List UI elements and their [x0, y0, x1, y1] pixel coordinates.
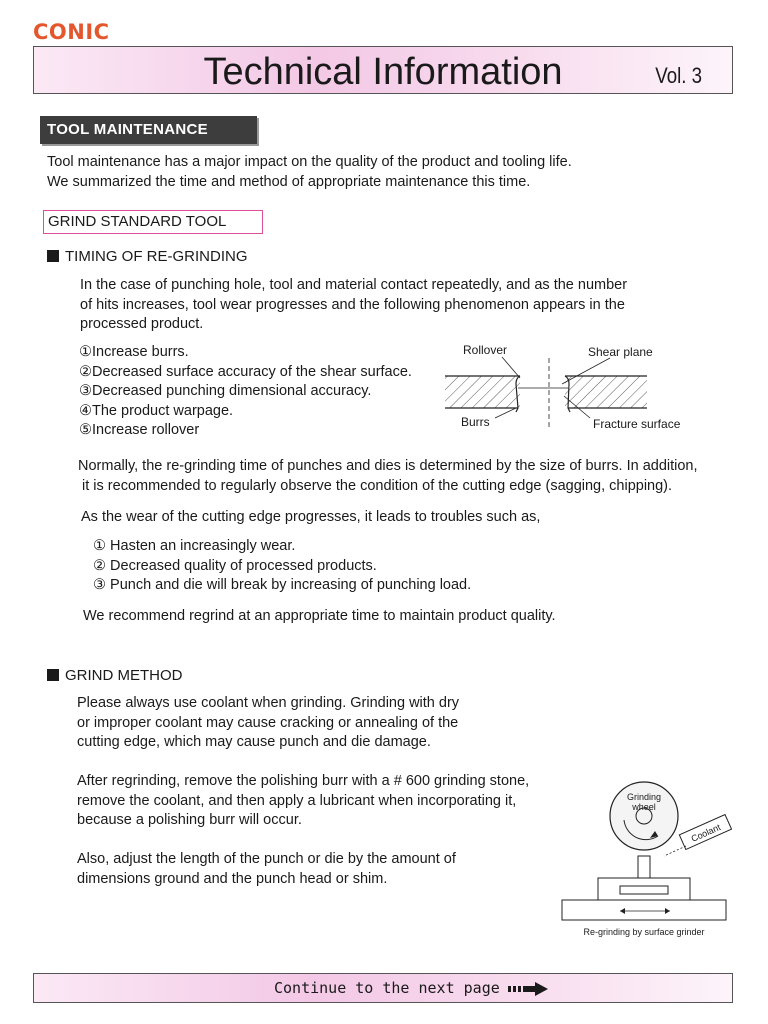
subsection-label: GRIND STANDARD TOOL — [43, 210, 263, 234]
coolant-nozzle — [679, 815, 731, 850]
list-item: ①Increase burrs. — [79, 344, 189, 360]
arrow-right-icon — [508, 982, 550, 996]
list-item: ② Decreased quality of processed products. — [93, 557, 377, 574]
footer-banner — [33, 973, 733, 1003]
shear-plane-label: Shear plane — [588, 345, 653, 359]
intro-text — [47, 153, 572, 192]
list-item: ③Decreased punching dimensional accuracy. — [79, 383, 372, 399]
figure-caption: Re-grinding by surface grinder — [583, 927, 705, 937]
rollover-label: Rollover — [463, 343, 508, 357]
troubles-list — [93, 537, 471, 596]
volume-label: Vol. 3 — [655, 63, 702, 88]
paragraph-line: In the case of punching hole, tool and material contact repeatedly, and as the number — [80, 277, 628, 293]
method-paragraph-1 — [77, 694, 459, 753]
paragraph-line: Please always use coolant when grinding. Grinding with dry — [77, 695, 460, 711]
list-item: ④The product warpage. — [79, 402, 234, 419]
grinder-table — [562, 900, 726, 920]
page-title: Technical Information — [203, 51, 563, 93]
intro-line: We summarized the time and method of appropriate maintenance this time. — [47, 173, 531, 190]
list-item: ⑤Increase rollover — [79, 422, 200, 438]
burrs-label: Burrs — [461, 415, 490, 429]
material-left — [445, 376, 520, 408]
timing-heading — [47, 248, 248, 265]
timing-heading-text: TIMING OF RE-GRINDING — [65, 248, 248, 265]
method-paragraph-2 — [77, 772, 529, 831]
square-bullet-icon — [47, 250, 59, 262]
surface-grinder-figure — [558, 780, 738, 942]
paragraph-line: of hits increases, tool wear progresses and the following phenomenon appears in the — [80, 296, 625, 313]
list-item: ②Decreased surface accuracy of the shear surface. — [79, 363, 412, 380]
brand-logo: CONIC — [33, 20, 110, 44]
list-item: ① Hasten an increasingly wear. — [93, 538, 296, 554]
punched-hole-diagram — [440, 338, 700, 438]
method-heading-text: GRIND METHOD — [65, 667, 183, 684]
paragraph-line: dimensions ground and the punch head or shim. — [77, 870, 388, 887]
material-right — [565, 376, 647, 408]
paragraph-line: remove the coolant, and then apply a lubricant when incorporating it, — [77, 792, 517, 809]
list-item: ③ Punch and die will break by increasing of punching load. — [93, 577, 472, 593]
next-page-label: Continue to the next page — [274, 979, 500, 997]
punch-workpiece — [638, 856, 650, 878]
wheel-label: wheel — [632, 802, 656, 812]
paragraph-line: because a polishing burr will occur. — [77, 812, 302, 828]
paragraph-line: it is recommended to regularly observe the condition of the cutting edge (sagging, chipping). — [78, 477, 673, 494]
paragraph-line: or improper coolant may cause cracking or annealing of the — [77, 714, 459, 731]
next-page-link[interactable] — [274, 979, 500, 997]
square-bullet-icon — [47, 669, 59, 681]
phenomena-list — [79, 343, 412, 441]
paragraph-line: cutting edge, which may cause punch and die damage. — [77, 734, 431, 750]
timing-paragraph — [80, 276, 627, 335]
coolant-label: Coolant — [689, 822, 723, 844]
paragraph-line: processed product. — [80, 316, 204, 332]
method-heading — [47, 667, 183, 684]
paragraph-line: Normally, the re-grinding time of punches and dies is determined by the size of burrs. In addition, — [78, 458, 698, 474]
paragraph-line: After regrinding, remove the polishing burr with a # 600 grinding stone, — [77, 773, 530, 789]
title-banner — [33, 46, 733, 94]
method-paragraph-3 — [77, 850, 456, 889]
normally-paragraph — [78, 457, 698, 496]
intro-line: Tool maintenance has a major impact on the quality of the product and tooling life. — [47, 154, 572, 170]
recommend-text: We recommend regrind at an appropriate time to maintain product quality. — [83, 608, 556, 624]
paragraph-line: Also, adjust the length of the punch or die by the amount of — [77, 851, 456, 867]
wear-intro: As the wear of the cutting edge progresses, it leads to troubles such as, — [81, 509, 541, 525]
grinding-label: Grinding — [626, 792, 662, 802]
section-label: TOOL MAINTENANCE — [40, 116, 257, 144]
fracture-surface-label: Fracture surface — [593, 417, 681, 431]
